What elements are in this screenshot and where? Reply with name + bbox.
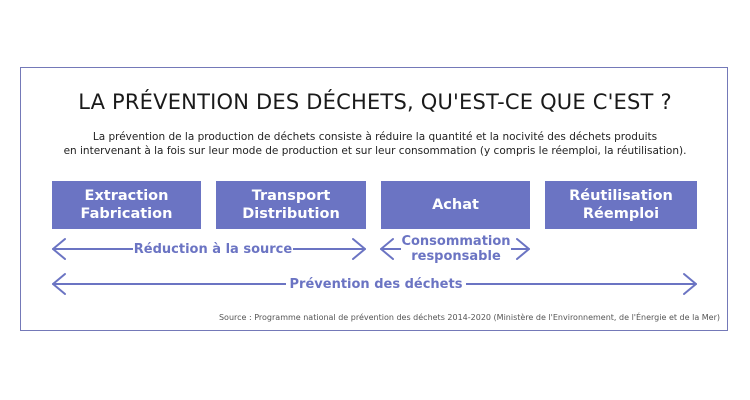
box-line-2: Réemploi <box>582 206 660 222</box>
box-line-1: Achat <box>432 197 479 213</box>
diagram-title: LA PRÉVENTION DES DÉCHETS, QU'EST-CE QUE C'EST ? <box>78 90 672 114</box>
reduction-label: Réduction à la source <box>133 242 293 257</box>
box-line-1: Transport <box>251 188 331 204</box>
source-note: Source : Programme national de prévention des déchets 2014-2020 (Ministère de l'Environnement, de l'Énergie et de la Mer) <box>218 313 720 322</box>
consommation-label-line-2: responsable <box>411 249 501 264</box>
box-line-2: Distribution <box>242 206 340 222</box>
box-line-1: Réutilisation <box>569 188 673 204</box>
description-line-1: La prévention de la production de déchets consiste à réduire la quantité et la nocivité des déchets produits <box>92 131 658 143</box>
consommation-label-line-1: Consommation <box>401 234 511 249</box>
description-line-2: en intervenant à la fois sur leur mode de production et sur leur consommation (y compris le réemploi, la réutilisation). <box>63 145 687 157</box>
box-line-2: Fabrication <box>80 206 173 222</box>
consommation-label <box>401 234 511 264</box>
prevention-label: Prévention des déchets <box>286 277 466 292</box>
box-line-1: Extraction <box>84 188 169 204</box>
